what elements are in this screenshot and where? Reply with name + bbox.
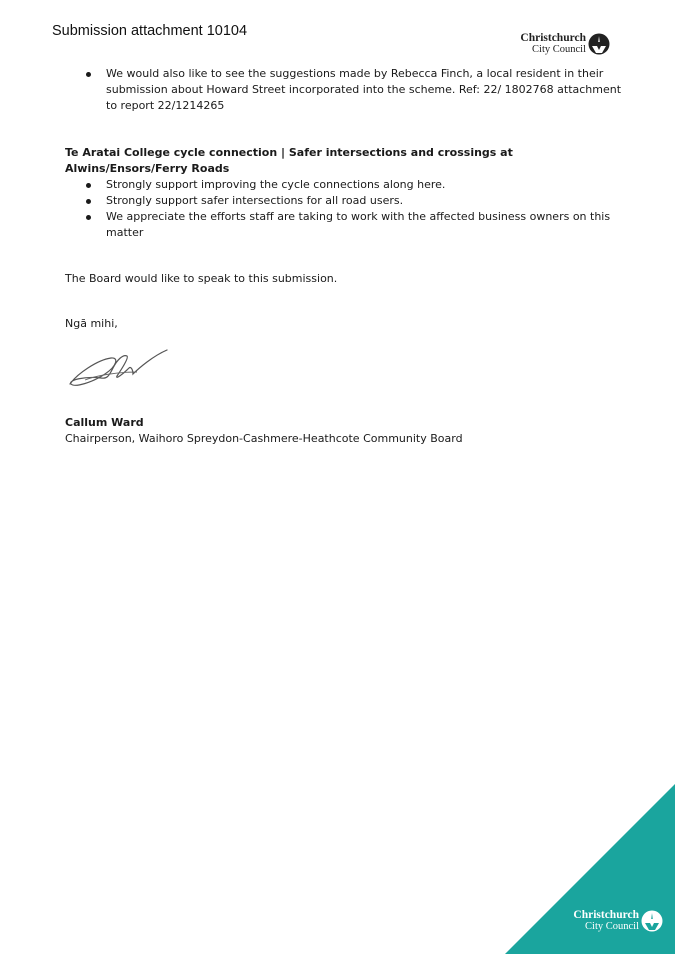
section-heading: Te Aratai College cycle connection | Safer intersections and crossings at Alwins/Ensors/Ferry Roads [65, 146, 513, 175]
bullet-icon [86, 199, 91, 204]
speak-statement: The Board would like to speak to this submission. [65, 272, 338, 285]
signature-image [67, 346, 171, 390]
bullet-icon [86, 183, 91, 188]
footer-logo-line1: Christchurch [573, 909, 639, 921]
bullet-icon [86, 72, 91, 77]
logo-line2: City Council [532, 44, 586, 55]
signer-name: Callum Ward [65, 416, 144, 429]
footer-logo [553, 910, 663, 936]
cathedral-icon [588, 33, 610, 55]
closing-salutation: Ngā mihi, [65, 317, 118, 330]
cathedral-icon [641, 910, 663, 932]
list-item-text: We appreciate the efforts staff are taking to work with the affected business owners on this matter [106, 210, 611, 239]
document-title: Submission attachment 10104 [52, 23, 248, 39]
list-item-text: We would also like to see the suggestions made by Rebecca Finch, a local resident in their submission about Howard Street incorporated into the scheme. Ref: 22/ 1802768 attachment to report 22/1214265 [106, 67, 622, 112]
signer-title: Chairperson, Waihoro Spreydon-Cashmere-Heathcote Community Board [65, 432, 463, 445]
intro-list [65, 66, 625, 114]
list-item-text: Strongly support safer intersections for all road users. [106, 194, 404, 207]
bullet-icon [86, 215, 91, 220]
list-item [65, 66, 625, 114]
list-item [65, 177, 625, 193]
list-item [65, 209, 625, 241]
council-logo [512, 33, 612, 57]
logo-line1: Christchurch [520, 32, 586, 44]
letter-body [65, 66, 625, 447]
list-item [65, 193, 625, 209]
list-item-text: Strongly support improving the cycle connections along here. [106, 178, 446, 191]
section-list [65, 177, 625, 241]
footer-logo-line2: City Council [585, 921, 639, 932]
